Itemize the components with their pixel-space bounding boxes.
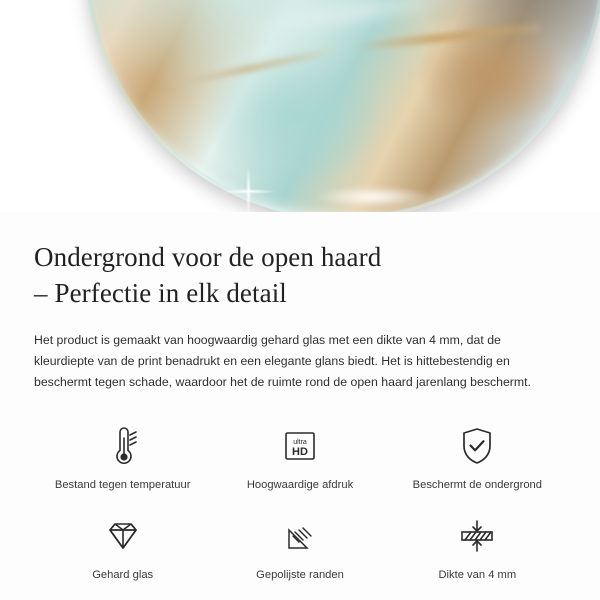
page-title	[34, 240, 566, 312]
feature-label: Gehard glas	[92, 568, 154, 581]
svg-text:HD: HD	[292, 446, 308, 459]
page-title-line-1: Ondergrond voor de open haard	[34, 242, 382, 272]
feature-grid	[34, 419, 566, 582]
feature-item-temperature	[34, 419, 211, 493]
thickness-4mm-icon	[455, 513, 499, 559]
feature-label: Beschermt de ondergrond	[412, 479, 542, 492]
shield-check-icon	[457, 423, 497, 469]
feature-label: Bestand tegen temperatuur	[54, 479, 191, 492]
feature-item-thickness	[389, 509, 566, 583]
diamond-icon	[102, 513, 144, 559]
ultra-hd-icon	[280, 423, 320, 469]
svg-text:ultra: ultra	[293, 439, 307, 447]
product-description-text: Het product is gemaakt van hoogwaardig gehard glas met een dikte van 4 mm, dat de kleurdiepte van de print benadrukt en een elegante glans biedt. Het is hittebestendig en beschermt tegen schade, waardoor het de ruimte rond de open haard jarenlang beschermt.	[34, 332, 531, 390]
plate-bottom-glow	[314, 186, 434, 208]
content-area	[0, 212, 600, 582]
feature-item-print-quality	[211, 419, 388, 493]
page-title-line-2: – Perfectie in elk detail	[34, 277, 287, 308]
feature-item-surface-protection	[389, 419, 566, 493]
polished-edges-icon	[280, 513, 320, 559]
feature-label: Dikte van 4 mm	[438, 568, 517, 581]
feature-item-polished-edges	[211, 509, 388, 583]
feature-item-tempered-glass	[34, 509, 211, 583]
hero-image	[0, 0, 600, 212]
feature-label: Gepolijste randen	[256, 568, 344, 581]
feature-label: Hoogwaardige afdruk	[246, 479, 354, 492]
glass-plate-image	[85, 0, 600, 212]
thermometer-icon	[103, 423, 143, 469]
